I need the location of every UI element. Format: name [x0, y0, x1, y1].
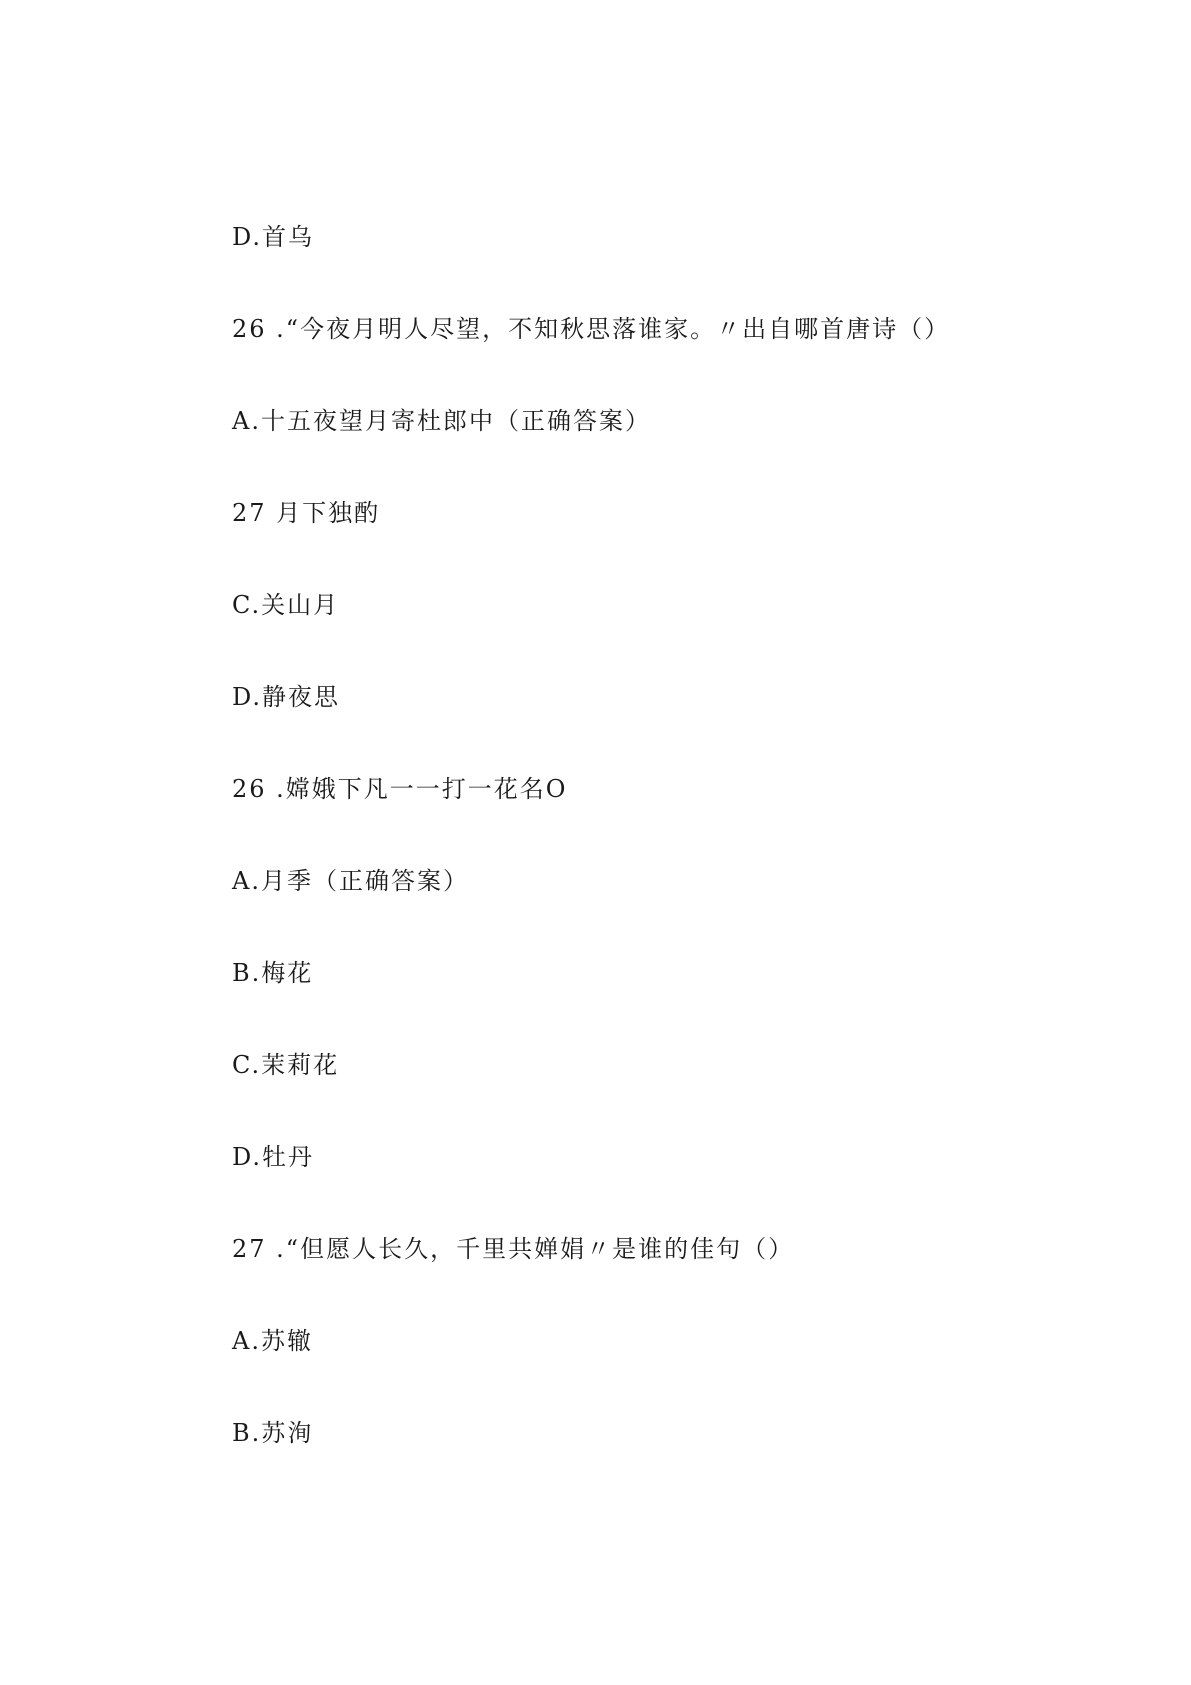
- option-line: C.茉莉花: [232, 1051, 340, 1079]
- option-line: A.十五夜望月寄杜郎中（正确答案）: [232, 407, 651, 435]
- option-line: D.首乌: [232, 223, 315, 251]
- option-line: B.梅花: [232, 959, 314, 987]
- option-line: D.静夜思: [232, 683, 341, 711]
- option-line: 27 月下独酌: [232, 499, 381, 527]
- question-line: 26 .“今夜月明人尽望，不知秋思落谁家。〃出自哪首唐诗（）: [232, 315, 951, 343]
- question-line: 26 .嫦娥下凡一一打一花名O: [232, 775, 568, 803]
- question-line: 27 .“但愿人长久，千里共婵娟〃是谁的佳句（）: [232, 1235, 795, 1263]
- option-line: A.苏辙: [232, 1327, 313, 1355]
- option-line: C.关山月: [232, 591, 340, 619]
- option-line: D.牡丹: [232, 1143, 315, 1171]
- option-line: A.月季（正确答案）: [232, 867, 469, 895]
- option-line: B.苏洵: [232, 1419, 314, 1447]
